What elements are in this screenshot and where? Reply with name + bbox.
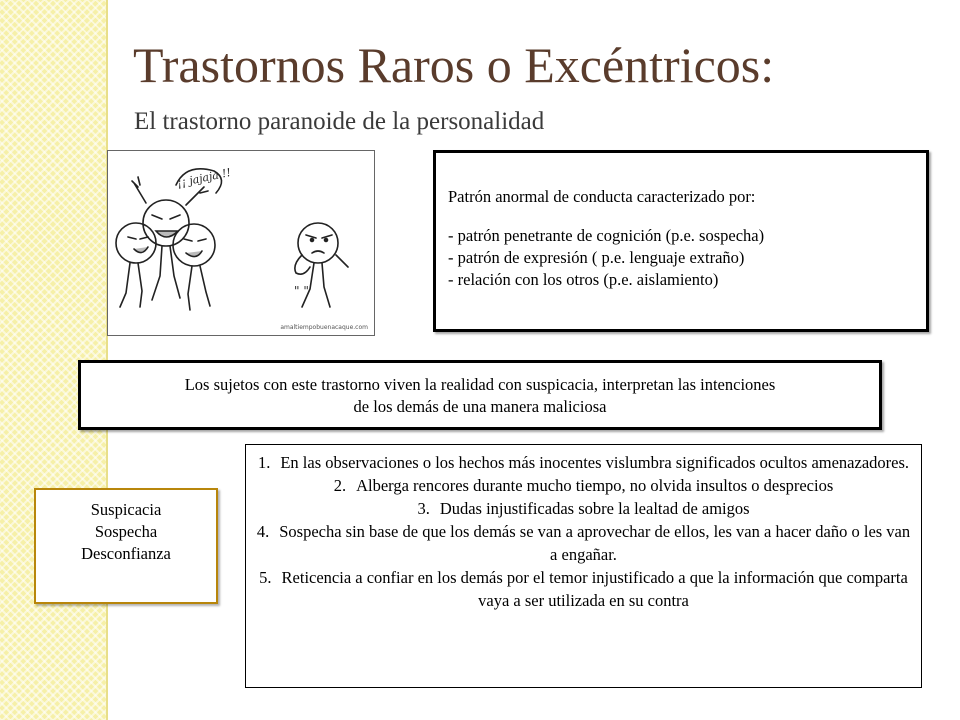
speech-bubble-text: ¡¡ jajaja !! — [175, 165, 233, 190]
slide-subtitle: El trastorno paranoide de la personalidad — [134, 108, 545, 135]
keywords-box — [34, 488, 218, 604]
cartoon-drawing — [108, 151, 374, 335]
image-credit: amaltiempobuenacaque.com — [280, 324, 368, 331]
pattern-list — [448, 225, 916, 291]
criteria-text: Dudas injustificadas sobre la lealtad de amigos — [439, 499, 750, 518]
criteria-number: 4. — [256, 522, 270, 541]
summary-line: de los demás de una manera maliciosa — [353, 397, 607, 416]
pattern-definition-box — [433, 150, 929, 332]
cartoon-quote-marks: " " — [294, 284, 309, 298]
criteria-text: Reticencia a confiar en los demás por el temor injustificado a que la información que comparta vaya a ser utilizada en su contra — [281, 568, 908, 610]
keyword: Sospecha — [94, 522, 158, 541]
criteria-item — [254, 451, 913, 474]
criteria-number: 2. — [333, 476, 347, 495]
criteria-number: 3. — [417, 499, 430, 518]
criteria-text: En las observaciones o los hechos más inocentes vislumbra significados ocultos amenazadores. — [280, 453, 910, 472]
criteria-item — [254, 520, 913, 566]
criteria-item — [254, 474, 913, 497]
cartoon-illustration — [107, 150, 375, 336]
pattern-item: - patrón penetrante de cognición (p.e. sospecha) — [448, 226, 765, 245]
criteria-text: Sospecha sin base de que los demás se van a aprovechar de ellos, les van a hacer daño o les van a engañar. — [279, 522, 911, 564]
pattern-item: - patrón de expresión ( p.e. lenguaje extraño) — [448, 248, 745, 267]
criteria-number: 5. — [259, 568, 272, 587]
summary-line: Los sujetos con este trastorno viven la realidad con suspicacia, interpretan las intenciones — [184, 375, 776, 394]
keyword: Suspicacia — [90, 500, 162, 519]
summary-box — [78, 360, 882, 430]
slide-title: Trastornos Raros o Excéntricos: — [133, 37, 775, 93]
criteria-item — [254, 497, 913, 520]
keyword: Desconfianza — [81, 544, 171, 563]
criteria-item — [254, 566, 913, 612]
criteria-box — [245, 444, 922, 688]
criteria-list — [254, 451, 913, 612]
pattern-intro: Patrón anormal de conducta caracterizado por: — [448, 187, 756, 206]
criteria-text: Alberga rencores durante mucho tiempo, no olvida insultos o desprecios — [356, 476, 834, 495]
pattern-item: - relación con los otros (p.e. aislamiento) — [448, 270, 719, 289]
criteria-number: 1. — [257, 453, 271, 472]
